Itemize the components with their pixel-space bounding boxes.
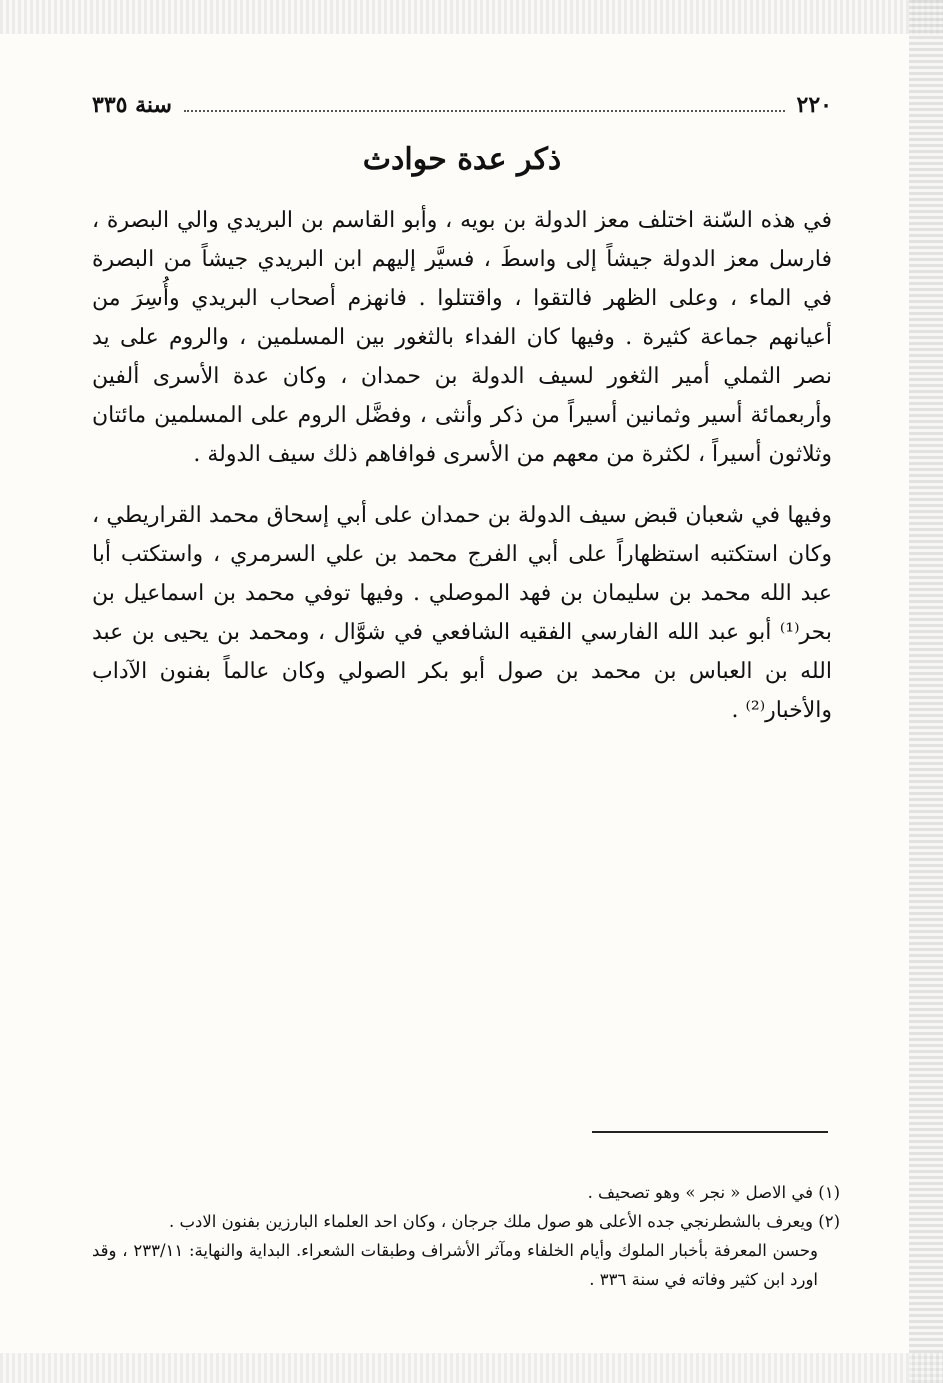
scan-border-right bbox=[909, 0, 943, 1383]
scan-border-top bbox=[0, 0, 943, 34]
body-paragraph-2: وفيها في شعبان قبض سيف الدولة بن حمدان على أبي إسحاق محمد القراريطي ، وكان استكتبه استظهاراً على أبي الفرج محمد بن علي السرمري ، واستكتب أبا عبد الله محمد بن سليمان بن فهد الموصلي . وفيها توفي محمد بن اسماعيل بن بحر⁽¹⁾ أبو عبد الله الفارسي الفقيه الشافعي في شوَّال ، ومحمد بن يحيى بن عبد الله بن العباس بن محمد بن صول أبو بكر الصولي وكان عالماً بفنون الآداب والأخبار⁽²⁾ . bbox=[92, 503, 832, 723]
body-paragraph-1: في هذه السّنة اختلف معز الدولة بن بويه ، وأبو القاسم بن البريدي والي البصرة ، فارسل معز الدولة جيشاً إلى واسطَ ، فسيَّر إليهم ابن البريدي جيشاً من البصرة في الماء ، وعلى الظهر فالتقوا ، واقتتلوا . فانهزم أصحاب البريدي وأُسِرَ من أعيانهم جماعة كثيرة . وفيها كان الفداء بالثغور بين المسلمين ، والروم على يد نصر الثملي أمير الثغور لسيف الدولة بن حمدان ، وكان عدة الأسرى ألفين وأربعمائة أسير وثمانين أسيراً من ذكر وأنثى ، وفضَّل الروم على المسلمين مائتان وثلاثون أسيراً ، لكثرة من معهم من الأسرى فوافاهم ذلك سيف الدولة . bbox=[92, 208, 832, 467]
scan-border-bottom bbox=[0, 1353, 943, 1383]
section-title: ذكر عدة حوادث bbox=[362, 142, 562, 177]
footnote-2: (٢) ويعرف بالشطرنجي جده الأعلى هو صول ملك جرجان ، وكان احد العلماء البارزين بفنون الادب . bbox=[168, 1212, 840, 1231]
footnote-1: (١) في الاصل « نجر » وهو تصحيف . bbox=[587, 1183, 840, 1202]
book-page bbox=[92, 92, 832, 752]
footnote-separator bbox=[592, 1131, 828, 1133]
running-head: سنة ٣٣٥ bbox=[92, 92, 172, 118]
footnote-2-continued: وحسن المعرفة بأخبار الملوك وأيام الخلفاء ومآثر الأشراف وطبقات الشعراء. البداية والنهاية: ٢٣٣/١١ ، وقد اورد ابن كثير وفاته في سنة ٣٣٦ . bbox=[92, 1241, 818, 1289]
page-header bbox=[92, 92, 832, 132]
header-dotted-rule bbox=[184, 92, 785, 112]
page-number: ٢٢٠ bbox=[796, 92, 832, 118]
footnotes bbox=[92, 1178, 840, 1294]
